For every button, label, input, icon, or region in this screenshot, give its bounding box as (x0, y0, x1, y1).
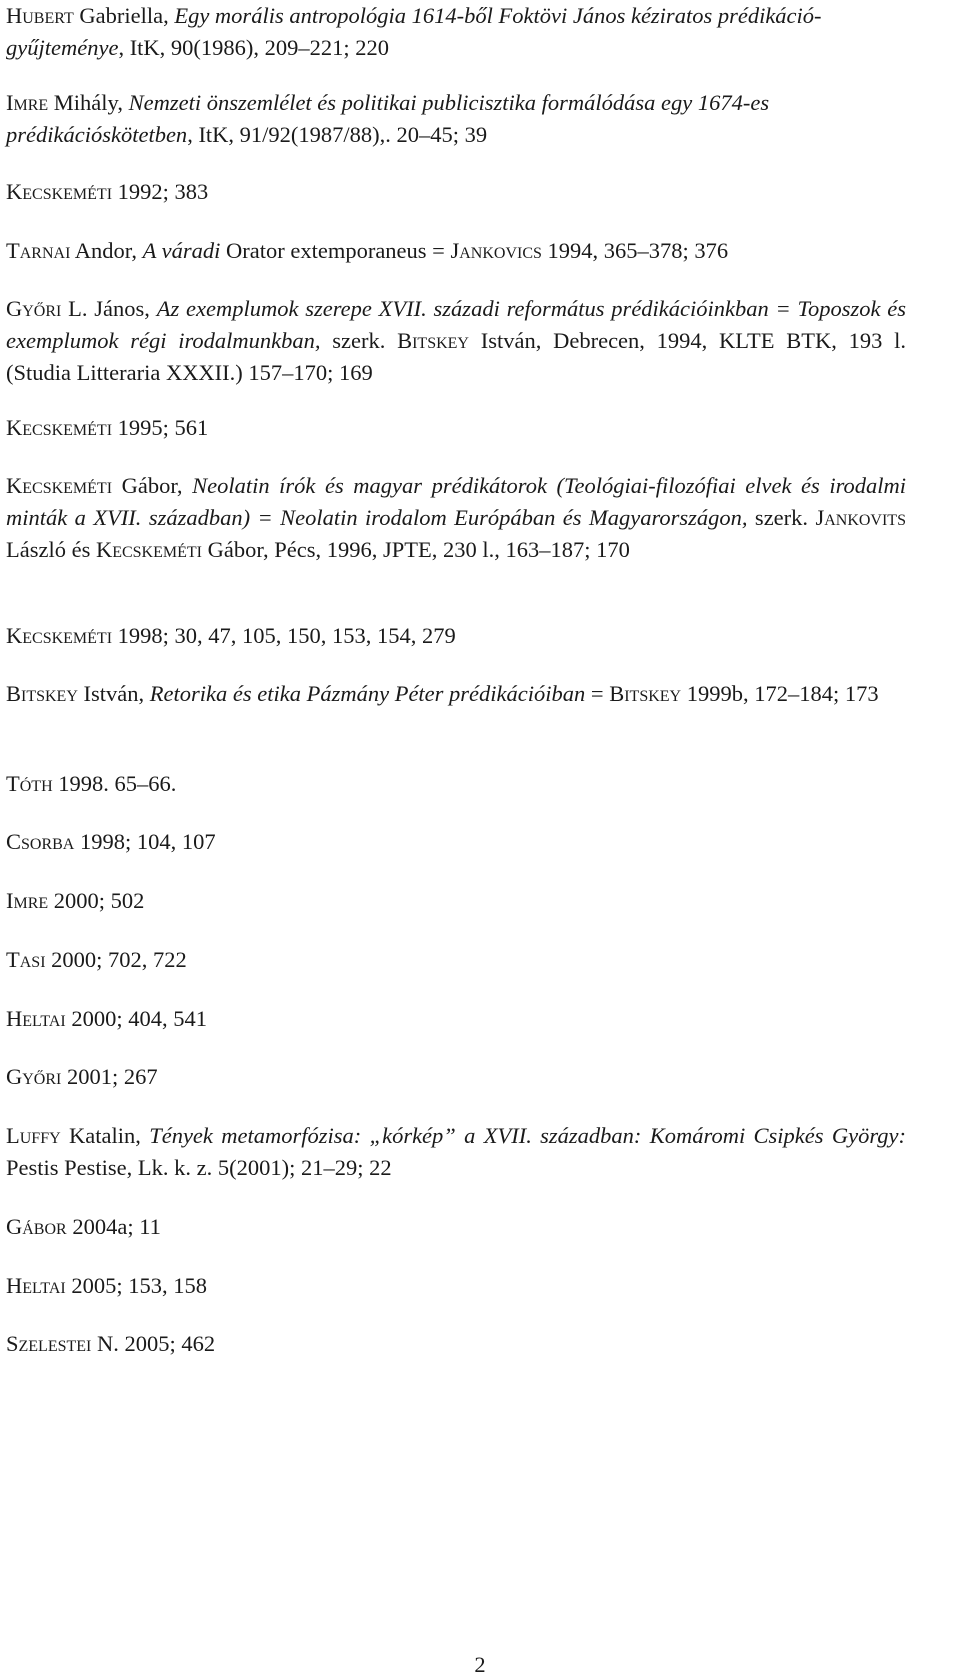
bibliography-entry (6, 620, 906, 652)
author-name: Bitskey (609, 681, 682, 706)
bibliography-entry (6, 87, 906, 151)
bibliography-entry (6, 176, 906, 208)
citation-text: István, Debrecen, 1994, KLTE BTK, 193 l. (Studia Litteraria XXXII.) 157–170; 169 (6, 328, 906, 385)
author-name: Kecskeméti (6, 179, 113, 204)
citation-text: L. János, (61, 296, 157, 321)
citation-text: 1992; 383 (112, 179, 209, 204)
bibliography-entry (6, 826, 906, 858)
author-name: Kecskeméti (6, 473, 113, 498)
bibliography-entry (6, 678, 906, 710)
author-name: Luffy (6, 1123, 61, 1148)
citation-text: 1998; 104, 107 (74, 829, 216, 854)
author-name: Kecskeméti (6, 415, 113, 440)
author-name: Kecskeméti (95, 537, 202, 562)
bibliography-entry (6, 1211, 906, 1243)
work-title: Az exemplumok szerepe XVII. századi református prédikációinkban = Toposzok és exemplumok régi irodalmunkban, (6, 296, 906, 353)
citation-text: 2000; 702, 722 (45, 947, 187, 972)
citation-text: 2000; 502 (48, 888, 145, 913)
citation-text: 1999b, 172–184; 173 (681, 681, 879, 706)
bibliography-entry (6, 235, 906, 267)
author-name: Tarnai (6, 238, 71, 263)
author-name: Kecskeméti (6, 623, 113, 648)
citation-text: 1998. 65–66. (52, 771, 177, 796)
citation-text: Katalin, (60, 1123, 150, 1148)
citation-text: N. 2005; 462 (91, 1331, 216, 1356)
author-name: Tóth (6, 771, 53, 796)
bibliography-entry (6, 1120, 906, 1184)
author-name: Bitskey (6, 681, 78, 706)
citation-text: , ItK, 91/92(1987/88),. 20–45; 39 (187, 122, 488, 147)
author-name: Szelestei (6, 1331, 92, 1356)
author-name: Bitskey (397, 328, 469, 353)
bibliography-entry (6, 1270, 906, 1302)
work-title: Nemzeti önszemlélet és politikai publicisztika formálódása egy 1674-es prédikációskötetben (6, 90, 770, 147)
author-name: Győri (6, 296, 62, 321)
bibliography-entry (6, 885, 906, 917)
citation-text: 2000; 404, 541 (65, 1006, 207, 1031)
author-name: Heltai (6, 1006, 66, 1031)
work-title: A váradi (142, 238, 221, 263)
citation-text: Andor, (70, 238, 143, 263)
bibliography-entry (6, 944, 906, 976)
citation-text: Gábor, (112, 473, 193, 498)
bibliography-entry (6, 1003, 906, 1035)
page-number: 2 (474, 1652, 486, 1677)
citation-text: László és (6, 537, 96, 562)
work-title: Neolatin írók és magyar prédikátorok (Teológiai-filozófiai elvek és irodalmi minták a XVII. században) = Neolatin irodalom Európában és Magyarországon, (6, 473, 907, 530)
bibliography-entry (6, 1061, 906, 1093)
author-name: Tasi (6, 947, 46, 972)
citation-text: István, (77, 681, 150, 706)
citation-text: Gábor, Pécs, 1996, JPTE, 230 l., 163–187; 170 (202, 537, 630, 562)
citation-text: 2005; 153, 158 (65, 1273, 207, 1298)
bibliography-entry (6, 768, 906, 800)
author-name: Hubert (6, 3, 74, 28)
author-name: Heltai (6, 1273, 66, 1298)
bibliography-entry (6, 293, 906, 389)
bibliography-entry (6, 1328, 906, 1360)
citation-text: 2004a; 11 (66, 1214, 161, 1239)
citation-text: Gabriella, (73, 3, 175, 28)
author-name: Gábor (6, 1214, 67, 1239)
work-title: Retorika és etika Pázmány Péter prédikációiban (149, 681, 586, 706)
author-name: Imre (6, 888, 49, 913)
citation-text: 1994, 365–378; 376 (541, 238, 729, 263)
author-name: Jankovits (815, 505, 906, 530)
citation-text: Mihály, (48, 90, 129, 115)
bibliography-entry (6, 470, 906, 566)
author-name: Csorba (6, 829, 75, 854)
citation-text: = (585, 681, 610, 706)
citation-text: Orator extemporaneus = (220, 238, 451, 263)
citation-text: , ItK, 90(1986), 209–221; 220 (118, 35, 390, 60)
author-name: Jankovics (450, 238, 542, 263)
citation-text: 1995; 561 (112, 415, 209, 440)
author-name: Imre (6, 90, 49, 115)
work-title: Tények metamorfózisa: „kórkép” a XVII. században: Komáromi Csipkés György: (149, 1123, 906, 1148)
citation-text: Pestis Pestise, Lk. k. z. 5(2001); 21–29; 22 (6, 1155, 392, 1180)
bibliography-entry (6, 412, 906, 444)
work-title: Egy morális antropológia 1614-ből Foktövi János kéziratos prédikáció-gyűjteménye (6, 3, 822, 60)
bibliography-entry (6, 0, 906, 64)
author-name: Győri (6, 1064, 62, 1089)
citation-text: 1998; 30, 47, 105, 150, 153, 154, 279 (112, 623, 456, 648)
citation-text: 2001; 267 (61, 1064, 158, 1089)
citation-text: szerk. (320, 328, 398, 353)
citation-text: szerk. (747, 505, 816, 530)
